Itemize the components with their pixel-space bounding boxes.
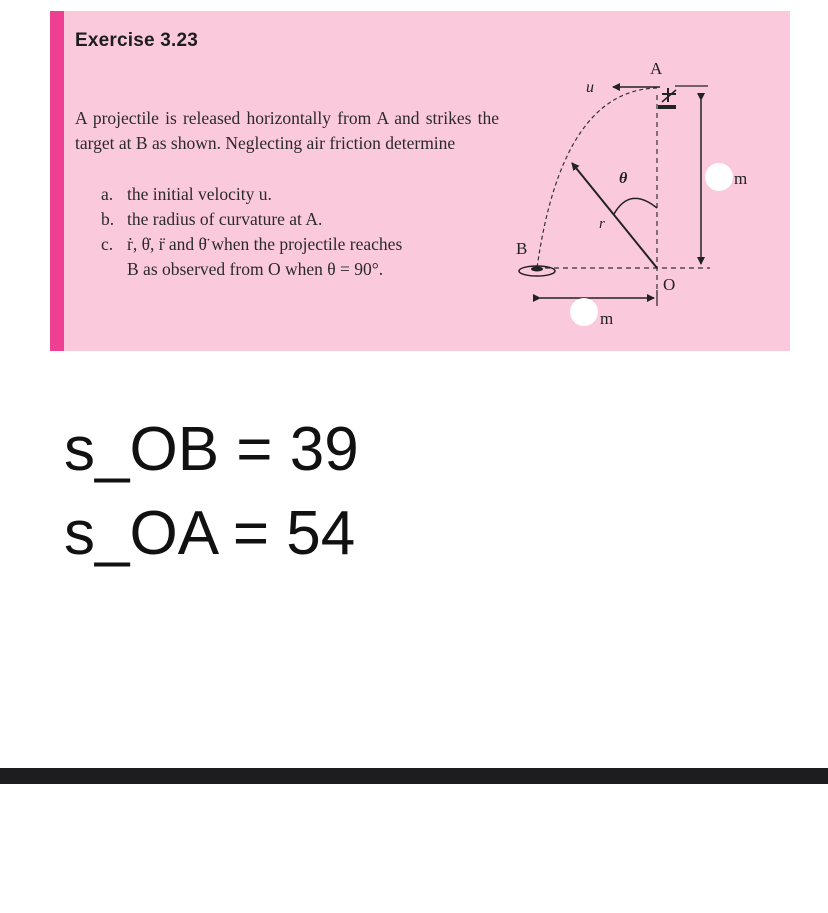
value-s-oa: s_OA = 54: [64, 499, 356, 568]
value-s-ob: s_OB = 39: [64, 415, 359, 484]
launcher-icon: [658, 88, 676, 109]
label-horizontal-unit: m: [600, 309, 614, 328]
part-c-text: ṙ, θ̇, r̈ and θ̈ when the projectile reaches: [127, 234, 403, 254]
trajectory-path: [537, 88, 657, 268]
label-b: B: [516, 239, 528, 258]
problem-parts: [101, 182, 521, 282]
theta-arc: [614, 198, 657, 214]
bottom-bar: [0, 768, 828, 784]
part-c-letter: c.: [101, 234, 114, 254]
given-values: [64, 408, 359, 576]
label-o: O: [663, 275, 676, 294]
position-vector-r: [572, 163, 657, 268]
part-a-letter: a.: [101, 184, 114, 204]
label-theta: θ: [619, 170, 628, 187]
part-a-text: the initial velocity u.: [127, 184, 272, 204]
projectile-diagram: [500, 50, 790, 350]
part-c: [101, 232, 521, 282]
part-b-letter: b.: [101, 209, 115, 229]
problem-statement: A projectile is released horizontally from A and strikes the target at B as shown. Neglecting air friction determine: [75, 108, 499, 153]
label-a: A: [650, 59, 663, 78]
hidden-value-horizontal: [570, 298, 598, 326]
part-a: [101, 182, 521, 207]
exercise-title: Exercise 3.23: [75, 30, 199, 51]
label-u: u: [586, 79, 594, 96]
exercise-accent-bar: [50, 11, 64, 351]
hidden-value-vertical: [705, 163, 733, 191]
label-vertical-unit: m: [734, 169, 748, 188]
part-b-text: the radius of curvature at A.: [127, 209, 323, 229]
part-c-continuation: B as observed from O when θ = 90°.: [127, 259, 384, 279]
part-b: [101, 207, 521, 232]
label-r: r: [599, 216, 605, 232]
